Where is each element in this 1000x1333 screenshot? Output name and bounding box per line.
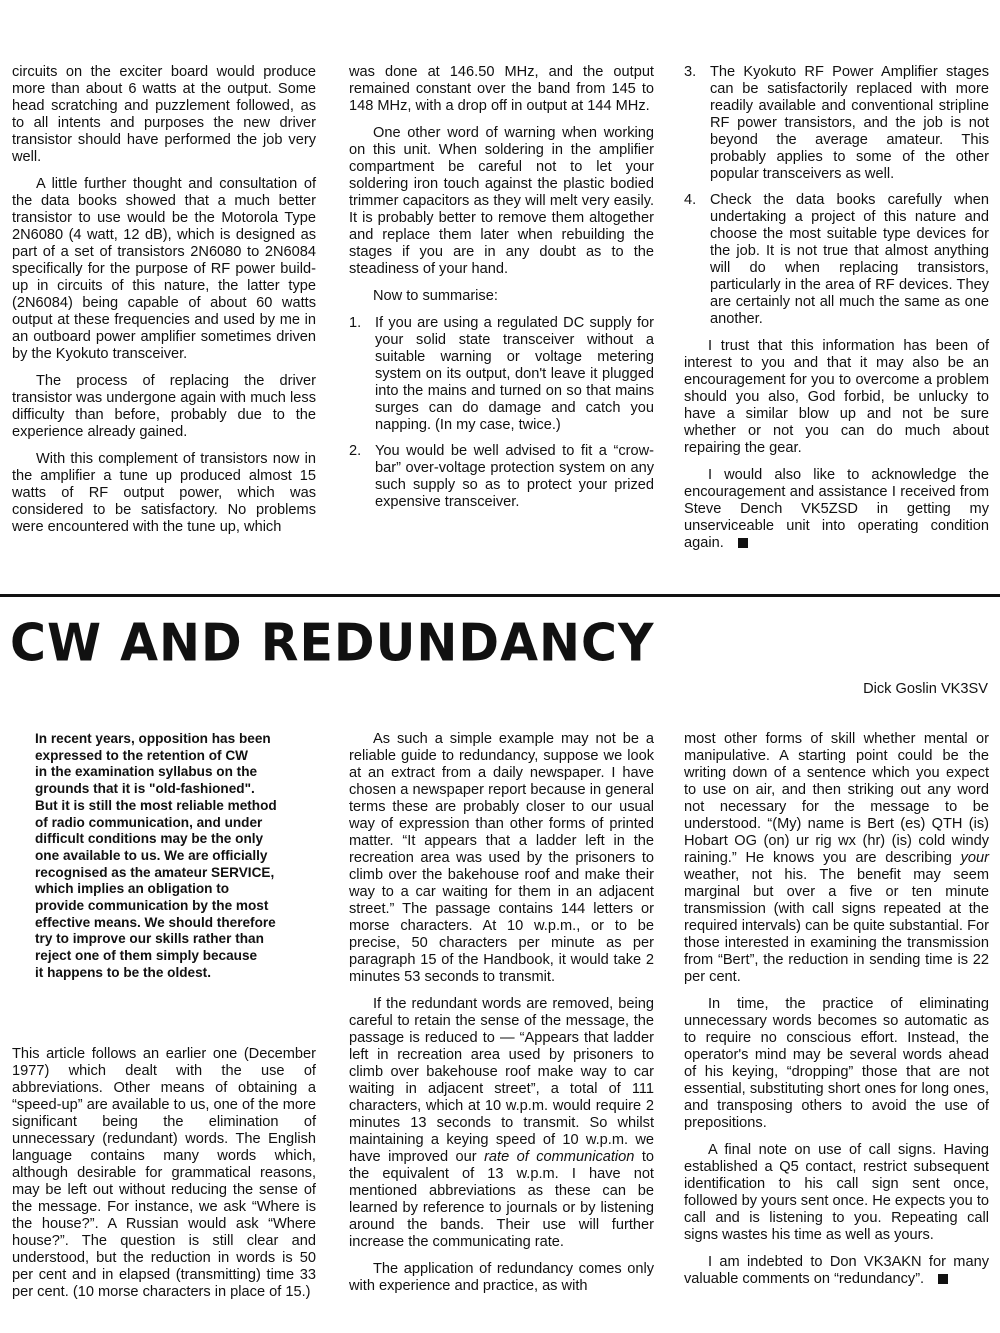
paragraph-text: to the equivalent of 13 w.p.m. I have not mentioned abbreviations as these can be learned by reference to journals or by listening around the bands. Their use will further increase the communicating rate.	[349, 1149, 654, 1250]
summary-list-continued	[684, 64, 989, 328]
summary-item-text: The Kyokuto RF Power Amplifier stages can be satisfactorily replaced with more readily available and conventional stripline RF power transistors, and the job is not beyond the average amateur. This probably applies to some of the other popular transceivers as well.	[710, 64, 989, 182]
intro-line: reject one of them simply because	[35, 948, 258, 964]
article-intro	[35, 731, 295, 982]
top-column-3	[684, 64, 989, 552]
body-paragraph: A little further thought and consultation of the data books showed that a much better transistor to use would be the Motorola Type 2N6080 (4 watt, 12 dB), which is designed as part of a set of transistors 2N6080 to 2N6084 specifically for the purpose of RF power build-up in circuits of this nature, the latter type (2N6084) being capable of about 60 watts output at these frequencies and used by me in an outboard power amplifier sometimes driven by the Kyokuto transceiver.	[12, 176, 316, 362]
end-of-article-mark	[738, 538, 748, 548]
emphasis-text: your	[960, 850, 989, 866]
summary-item-text: You would be well advised to fit a “crow-bar” over-voltage protection system on any such supply so as to protect your prized expensive transceiver.	[375, 443, 654, 510]
summary-item	[349, 443, 654, 511]
intro-line: try to improve our skills rather than	[35, 931, 264, 947]
body-paragraph	[684, 1254, 989, 1288]
intro-line: one available to us. We are officially	[35, 847, 268, 863]
body-paragraph: This article follows an earlier one (December 1977) which dealt with the use of abbreviations. Other means of obtaining a “speed-up” are available to us, one of the more significant being the elimination of unnecessary (redundant) words. The English language contains many words which, although desirable for grammatical reasons, may be left out without reducing the sense of the message. For instance, we ask “Where is the house?”. A Russian would ask “Where house?”. The question is still clear and understood, but the reduction in words is 50 per cent and in elapsed (transmitting) time 33 per cent. (10 morse characters in place of 15.)	[12, 1046, 316, 1300]
body-paragraph: circuits on the exciter board would produce more than about 6 watts at the output. Some head scratching and puzzlement followed, as to all intents and purposes the new driver transistor should have performed the job very well.	[12, 64, 316, 165]
article-column-3	[684, 731, 989, 1288]
intro-line: difficult conditions may be the only	[35, 831, 264, 847]
summary-item-number: 2.	[349, 443, 362, 459]
emphasis-text: rate of communication	[484, 1149, 635, 1165]
intro-line: which implies an obligation to	[35, 881, 230, 897]
intro-line: expressed to the retention of CW	[35, 747, 248, 763]
intro-line: of radio communication, and under	[35, 814, 263, 830]
paragraph-text: most other forms of skill whether mental or manipulative. A starting point could be the writing down of a sentence which you expect to use on air, and then striking out any word not necessary for the message to be understood. “(My) name is Bert (es) QTH (is) Hobart OG (on) ur rig wx (hr) (is) cold windy raining.” He knows you are describing	[684, 731, 989, 866]
article-title: CW AND REDUNDANCY	[10, 613, 655, 673]
top-column-2	[349, 64, 654, 521]
body-paragraph	[684, 731, 989, 986]
body-paragraph: The process of replacing the driver transistor was undergone again with much less difficulty than before, probably due to the experience already gained.	[12, 373, 316, 440]
body-paragraph	[349, 996, 654, 1251]
intro-line: in the examination syllabus on the	[35, 764, 258, 780]
body-paragraph	[684, 467, 989, 552]
paragraph-text: weather, not his. The benefit may seem marginal but over a five or ten minute transmission (with call signs repeated at the required intervals) can be quite substantial. For those interested in examining the transmission from “Bert”, the reduction in sending time is 22 per cent.	[684, 867, 989, 985]
article-byline: Dick Goslin VK3SV	[863, 681, 988, 697]
intro-line: In recent years, opposition has been	[35, 731, 271, 746]
closing-text: I would also like to acknowledge the encouragement and assistance I received from Steve Dench VK5ZSD in getting my unserviceable unit into operating condition again.	[684, 467, 989, 551]
article-column-2	[349, 731, 654, 1295]
intro-line: provide communication by the most	[35, 898, 269, 914]
summary-item-number: 4.	[684, 192, 697, 208]
body-paragraph: In time, the practice of eliminating unnecessary words becomes so automatic as to require no conscious effort. Instead, the operator's mind may be several words ahead of his keying, “dropping” those that are not essential, substituting short ones for long ones, and transposing others to avoid the use of prepositions.	[684, 996, 989, 1131]
body-paragraph: was done at 146.50 MHz, and the output remained constant over the band from 145 to 148 MHz, with a drop off in output at 144 MHz.	[349, 64, 654, 114]
summary-item	[684, 64, 989, 183]
section-divider	[0, 594, 1000, 597]
body-paragraph: A final note on use of call signs. Having established a Q5 contact, restrict subsequent identification to his call sign sent once, followed by yours sent once. He expects you to call and is listening to you. Repeating call signs wastes his time as well as yours.	[684, 1142, 990, 1243]
intro-line: recognised as the amateur SERVICE,	[35, 864, 275, 880]
body-paragraph: The application of redundancy comes only with experience and practice, as with	[349, 1261, 654, 1294]
paragraph-text: If the redundant words are removed, being careful to retain the sense of the message, the passage is reduced to — “Appears that ladder left in recreation area used by prisoners to climb over bakehouse roof make way to car waiting in adjacent street”, a total of 111 characters, which at 10 w.p.m. would require 2 minutes 13 seconds to transmit. So whilst maintaining a keying speed of 10 w.p.m. we have improved our	[349, 996, 654, 1165]
body-paragraph: One other word of warning when working on this unit. When soldering in the amplifier compartment be careful not to let your soldering iron touch against the plastic bodied trimmer capacitors as they will melt very easily. It is probably better to remove them altogether and replace them later when rebuilding the stages if you are in any doubt as to the steadiness of your hand.	[349, 125, 654, 277]
summary-item-number: 3.	[684, 64, 697, 80]
end-of-article-mark	[938, 1274, 948, 1284]
closing-text: I am indebted to Don VK3AKN for many valuable comments on “redundancy”.	[684, 1254, 989, 1287]
summary-item-text: If you are using a regulated DC supply for your solid state transceiver without a suitable warning or voltage metering system on its output, don't leave it plugged into the mains and turned on so that mains surges can do damage and catch you napping. (In my case, twice.)	[375, 315, 654, 433]
intro-line: it happens to be the oldest.	[35, 964, 211, 980]
summary-item-text: Check the data books carefully when undertaking a project of this nature and choose the most suitable type devices for the job. It is not true that almost anything will do when replacing transistors, particularly in the area of RF devices. They are certainly not all much the same as one another.	[710, 192, 989, 327]
intro-line: effective means. We should therefore	[35, 914, 276, 930]
summary-item	[349, 315, 654, 434]
top-column-1	[12, 64, 316, 536]
summary-item-number: 1.	[349, 315, 362, 331]
summary-list	[349, 315, 654, 511]
body-paragraph: I trust that this information has been of interest to you and that it may also be an encouragement for you to overcome a problem should you also, God forbid, be unlucky to have a similar blow up and not be sure whether or not you can do much about repairing the gear.	[684, 338, 989, 456]
summary-item	[684, 192, 989, 328]
intro-line: grounds that it is "old-fashioned".	[35, 781, 255, 797]
intro-line: But it is still the most reliable method	[35, 797, 277, 813]
article-column-1	[12, 1046, 316, 1301]
summary-heading: Now to summarise:	[373, 288, 498, 304]
body-paragraph: With this complement of transistors now in the amplifier a tune up produced almost 15 watts of RF output power, which was considered to be satisfactory. No problems were encountered with the tune up, which	[12, 451, 316, 535]
body-paragraph: As such a simple example may not be a reliable guide to redundancy, suppose we look at an extract from a daily newspaper. I have chosen a newspaper report because in general terms these are probably closer to our usual way of expression than other forms of printed matter. “It appears that a ladder left in the recreation area was used by the prisoners to climb over the bakehouse roof and make their way to a car waiting for them in an adjacent street.” The passage contains 144 letters or morse characters. At 10 w.p.m., or to be precise, 50 characters per minute as per paragraph 15 of the Handbook, it would take 2 minutes 53 seconds to transmit.	[349, 731, 654, 985]
